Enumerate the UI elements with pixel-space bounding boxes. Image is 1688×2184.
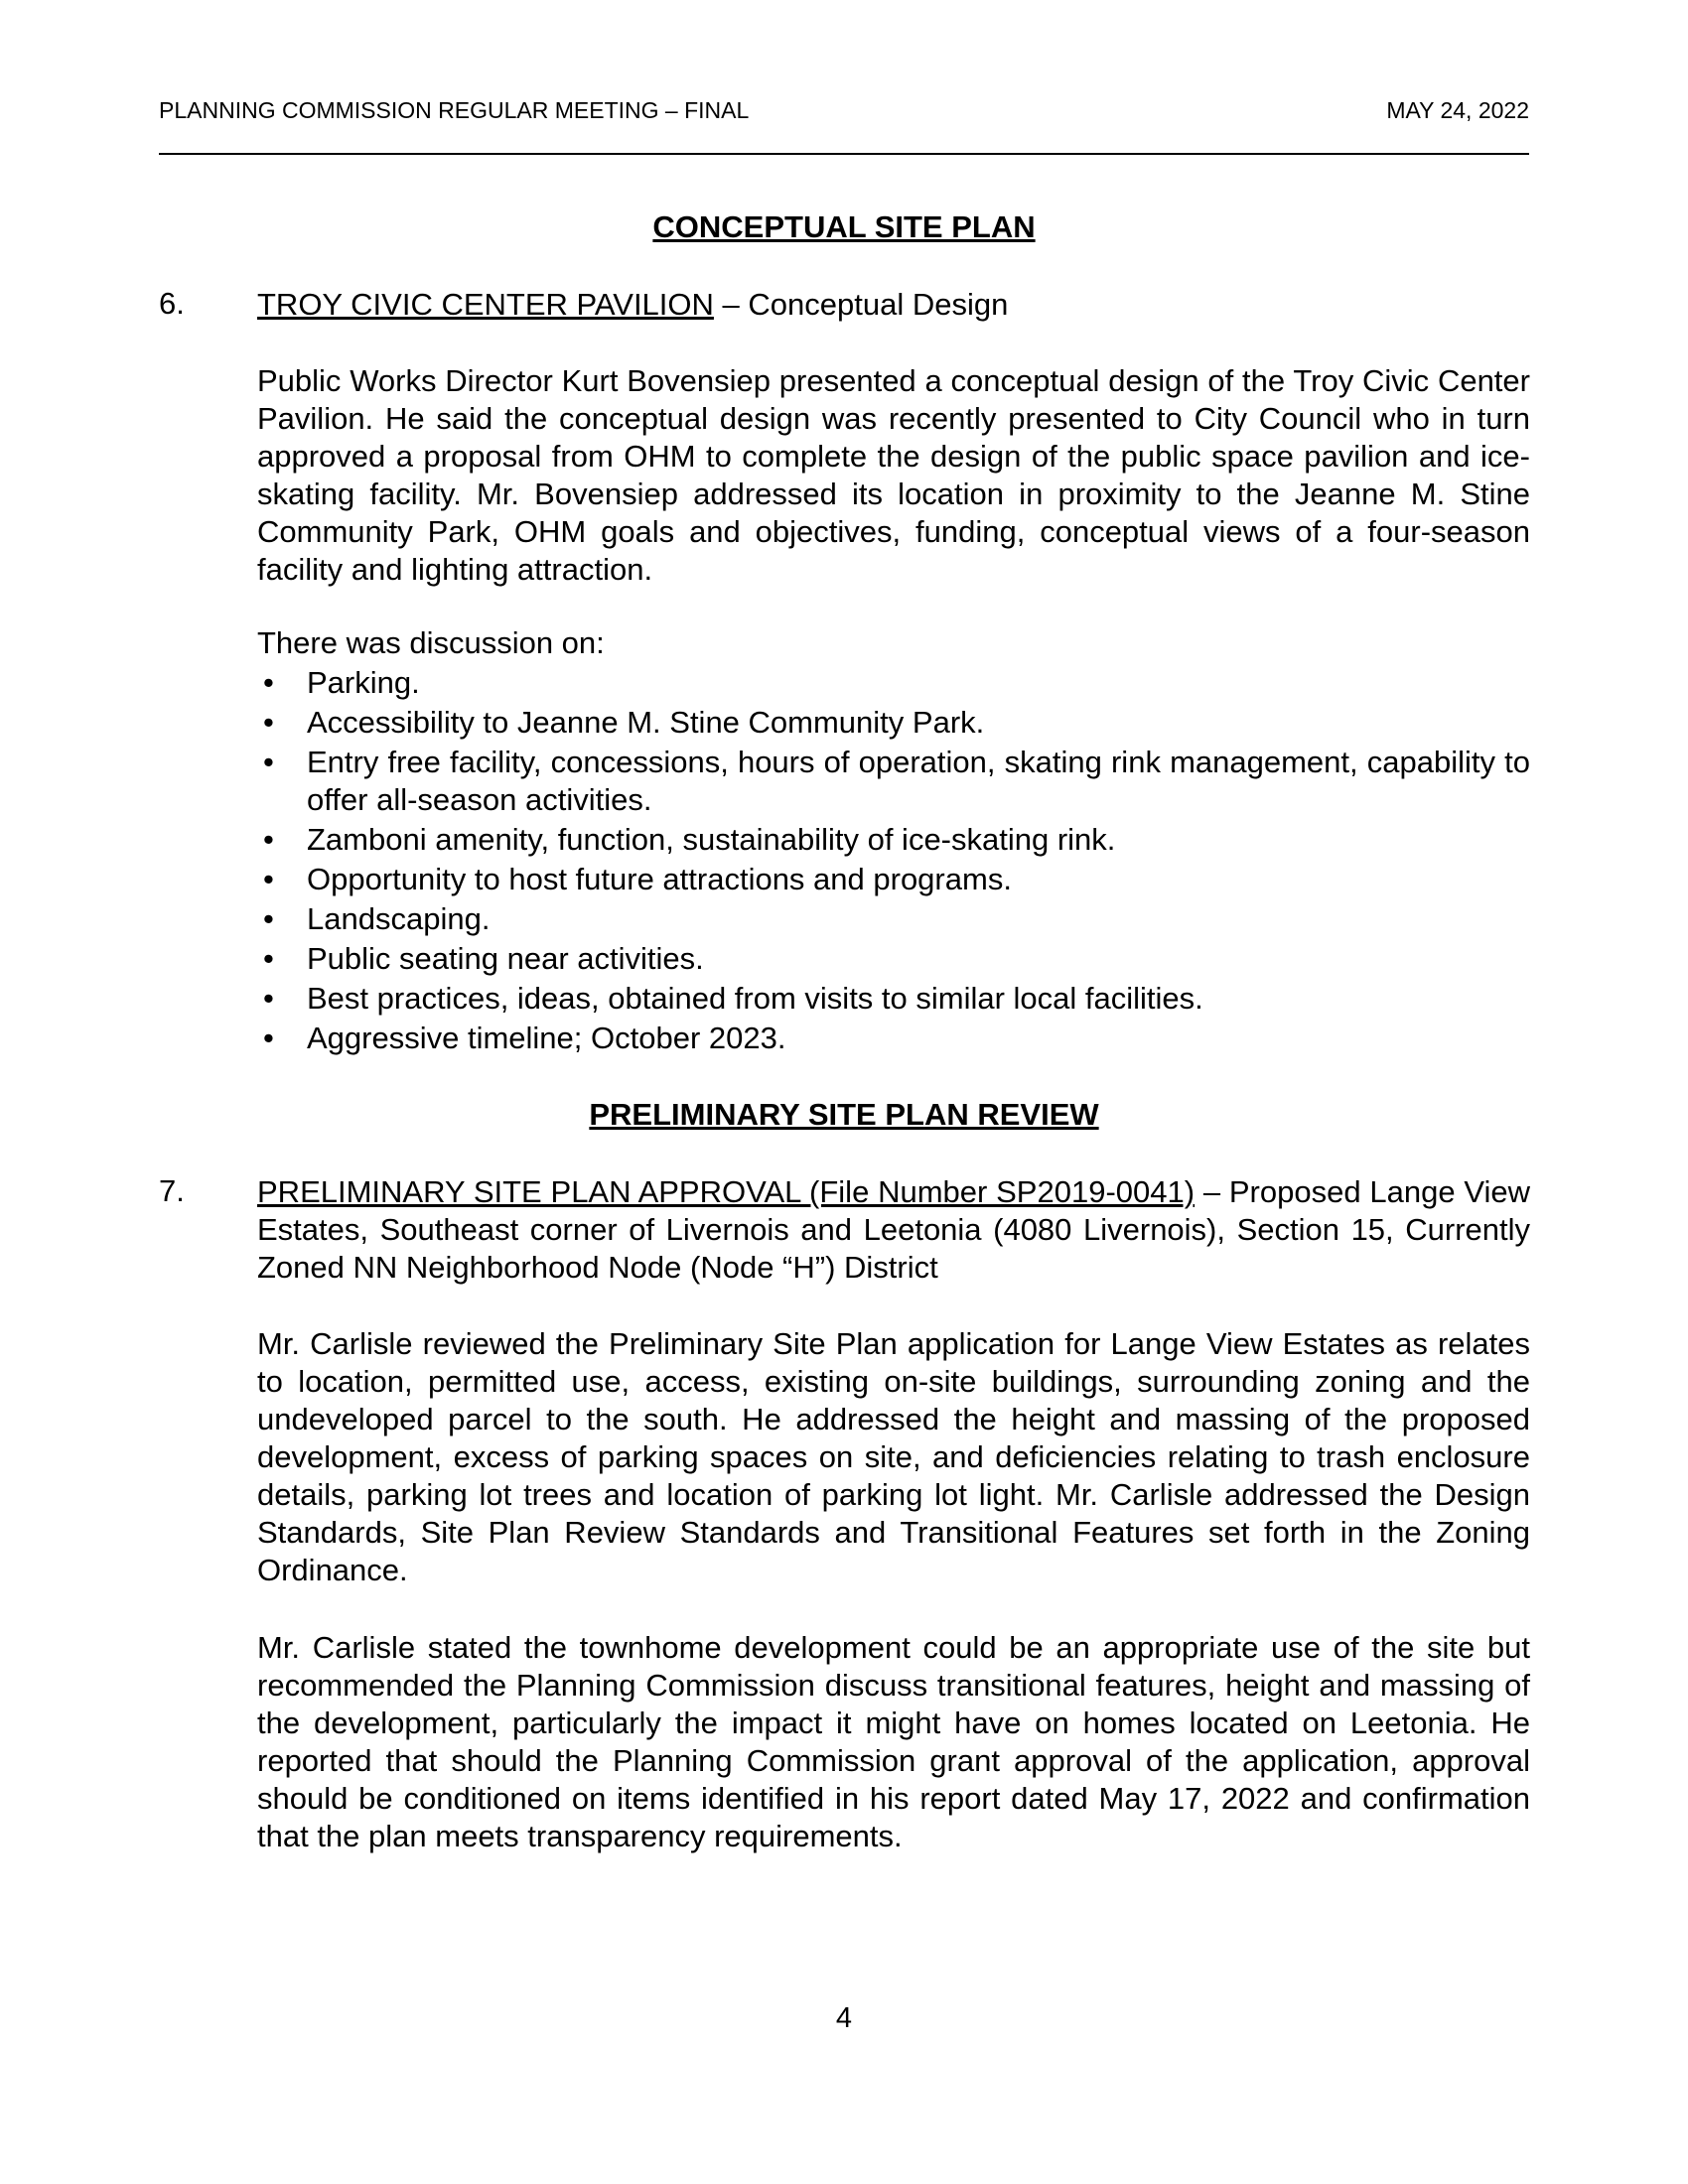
page-header [159,97,1529,155]
paragraph-site-plan-review: Mr. Carlisle reviewed the Preliminary Site Plan application for Lange View Estates as relates to location, permitted use, access, existing on-site buildings, surrounding zoning and the undeveloped parcel to the south. He addressed the height and massing of the proposed development, excess of parking spaces on site, and deficiencies relating to trash enclosure details, parking lot trees and location of parking lot light. Mr. Carlisle addressed the Design Standards, Site Plan Review Standards and Transitional Features set forth in the Zoning Ordinance. [257,1326,1530,1587]
list-item [257,704,1530,742]
item-title-7 [257,1173,1530,1287]
list-item [257,821,1530,859]
bullet-icon: • [263,901,274,936]
item-title-6-rest: – Conceptual Design [713,287,1009,322]
item-title-6-underlined: TROY CIVIC CENTER PAVILION [257,287,714,322]
bullet-icon: • [263,862,274,896]
list-item-text: Parking. [307,665,420,700]
discussion-intro: There was discussion on: [257,625,605,660]
bullet-icon: • [263,941,274,976]
list-item [257,1020,1530,1057]
bullet-icon: • [263,665,274,700]
bullet-icon: • [263,822,274,857]
header-title: PLANNING COMMISSION REGULAR MEETING – FINAL [159,97,750,123]
list-item-text: Aggressive timeline; October 2023. [307,1021,786,1055]
bullet-icon: • [263,981,274,1016]
list-item-text: Best practices, ideas, obtained from visits to similar local facilities. [307,981,1203,1016]
list-item [257,664,1530,702]
list-item-text: Public seating near activities. [307,941,704,976]
bullet-icon: • [263,745,274,779]
item-title-7-underlined: PRELIMINARY SITE PLAN APPROVAL (File Number SP2019-0041) [257,1174,1196,1209]
list-item [257,900,1530,938]
section-heading-preliminary-site-plan-review: PRELIMINARY SITE PLAN REVIEW [589,1097,1099,1132]
page-number: 4 [835,2002,853,2034]
list-item [257,744,1530,819]
item-title-6 [257,286,1530,324]
list-item-text: Accessibility to Jeanne M. Stine Community Park. [307,705,985,740]
list-item-text: Zamboni amenity, function, sustainability of ice-skating rink. [307,822,1116,857]
item-title-7-rest: – Proposed Lange View Estates, Southeast corner of Livernois and Leetonia (4080 Livernois), Section 15, Currently Zoned NN Neighborhood Node (Node “H”) District [257,1174,1530,1285]
list-item [257,940,1530,978]
list-item-text: Entry free facility, concessions, hours of operation, skating rink management, capability to offer all-season activities. [307,745,1530,817]
paragraph-recommendation: Mr. Carlisle stated the townhome development could be an appropriate use of the site but recommended the Planning Commission discuss transitional features, height and massing of the development, particularly the impact it might have on homes located on Leetonia. He reported that should the Planning Commission grant approval of the application, approval should be conditioned on items identified in his report dated May 17, 2022 and confirmation that the plan meets transparency requirements. [257,1630,1530,1853]
item-number-7: 7. [159,1173,185,1208]
item-number-6: 6. [159,286,185,321]
bullet-icon: • [263,1021,274,1055]
bullet-icon: • [263,705,274,740]
list-item-text: Landscaping. [307,901,491,936]
list-item [257,980,1530,1018]
list-item [257,861,1530,898]
paragraph-pavilion-presentation: Public Works Director Kurt Bovensiep presented a conceptual design of the Troy Civic Center Pavilion. He said the conceptual design was recently presented to City Council who in turn approved a proposal from OHM to complete the design of the public space pavilion and ice-skating facility. Mr. Bovensiep addressed its location in proximity to the Jeanne M. Stine Community Park, OHM goals and objectives, funding, conceptual views of a four-season facility and lighting attraction. [257,363,1530,587]
list-item-text: Opportunity to host future attractions and programs. [307,862,1012,896]
discussion-list [257,664,1530,1059]
section-heading-conceptual-site-plan: CONCEPTUAL SITE PLAN [652,209,1036,244]
header-date: MAY 24, 2022 [1386,97,1529,123]
